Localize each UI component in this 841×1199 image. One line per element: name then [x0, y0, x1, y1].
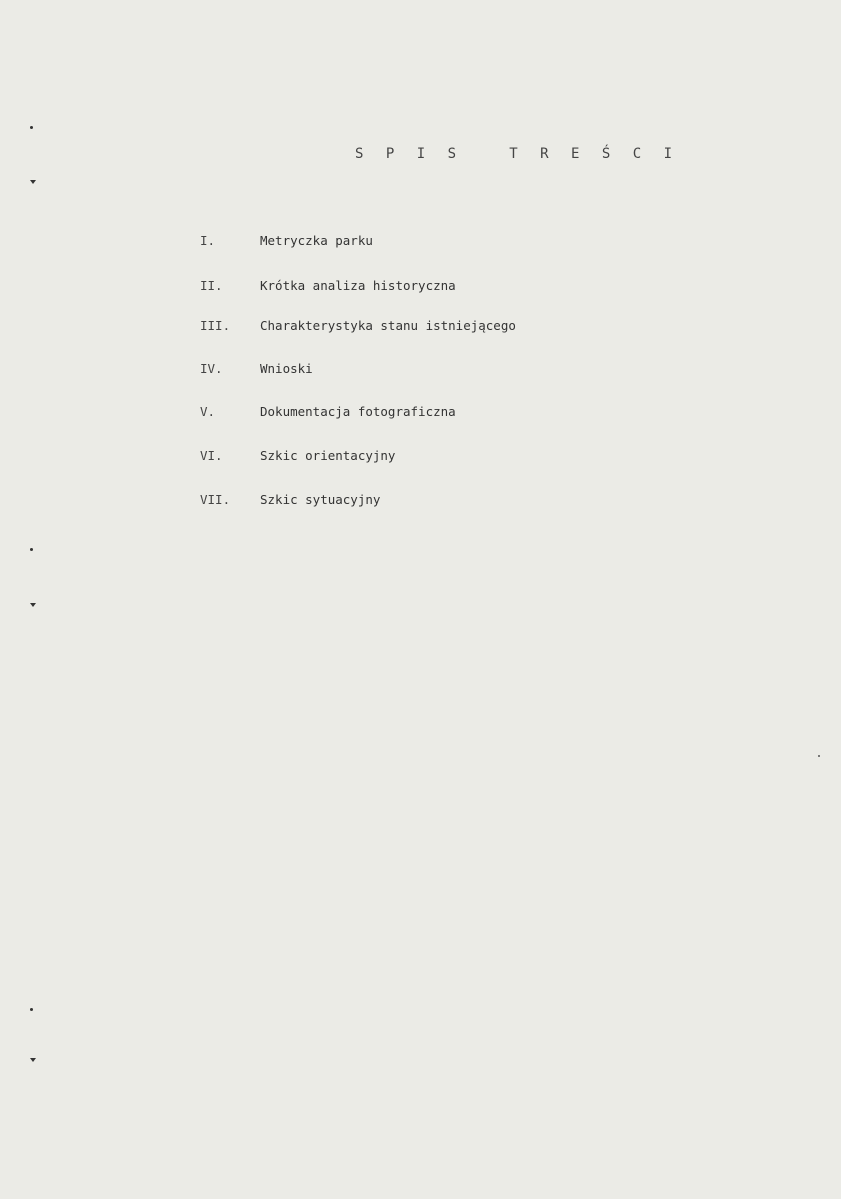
toc-item	[200, 492, 700, 512]
toc-item-label: Krótka analiza historyczna	[260, 278, 456, 293]
toc-item-label: Szkic sytuacyjny	[260, 492, 381, 507]
toc-item-number: V.	[200, 404, 216, 419]
margin-arrow-icon	[30, 1058, 36, 1062]
toc-item-number: VI.	[200, 448, 223, 463]
toc-item	[200, 233, 700, 253]
toc-item-label: Wnioski	[260, 361, 313, 376]
toc-item-label: Metryczka parku	[260, 233, 373, 248]
toc-item-number: I.	[200, 233, 216, 248]
toc-item	[200, 278, 700, 298]
paper-speck	[818, 755, 820, 757]
toc-item-number: IV.	[200, 361, 223, 376]
toc-item-number: III.	[200, 318, 231, 333]
toc-item	[200, 404, 700, 424]
margin-arrow-icon	[30, 180, 36, 184]
margin-dot-icon	[30, 126, 33, 129]
margin-dot-icon	[30, 548, 33, 551]
toc-item	[200, 448, 700, 468]
toc-item-label: Dokumentacja fotograficzna	[260, 404, 456, 419]
margin-dot-icon	[30, 1008, 33, 1011]
toc-item-number: II.	[200, 278, 223, 293]
toc-item-number: VII.	[200, 492, 231, 507]
toc-item-label: Szkic orientacyjny	[260, 448, 396, 463]
margin-arrow-icon	[30, 603, 36, 607]
toc-item	[200, 361, 700, 381]
toc-item-label: Charakterystyka stanu istniejącego	[260, 318, 516, 333]
page-title: S P I S T R E Ś C I	[355, 146, 680, 162]
toc-item	[200, 318, 700, 338]
